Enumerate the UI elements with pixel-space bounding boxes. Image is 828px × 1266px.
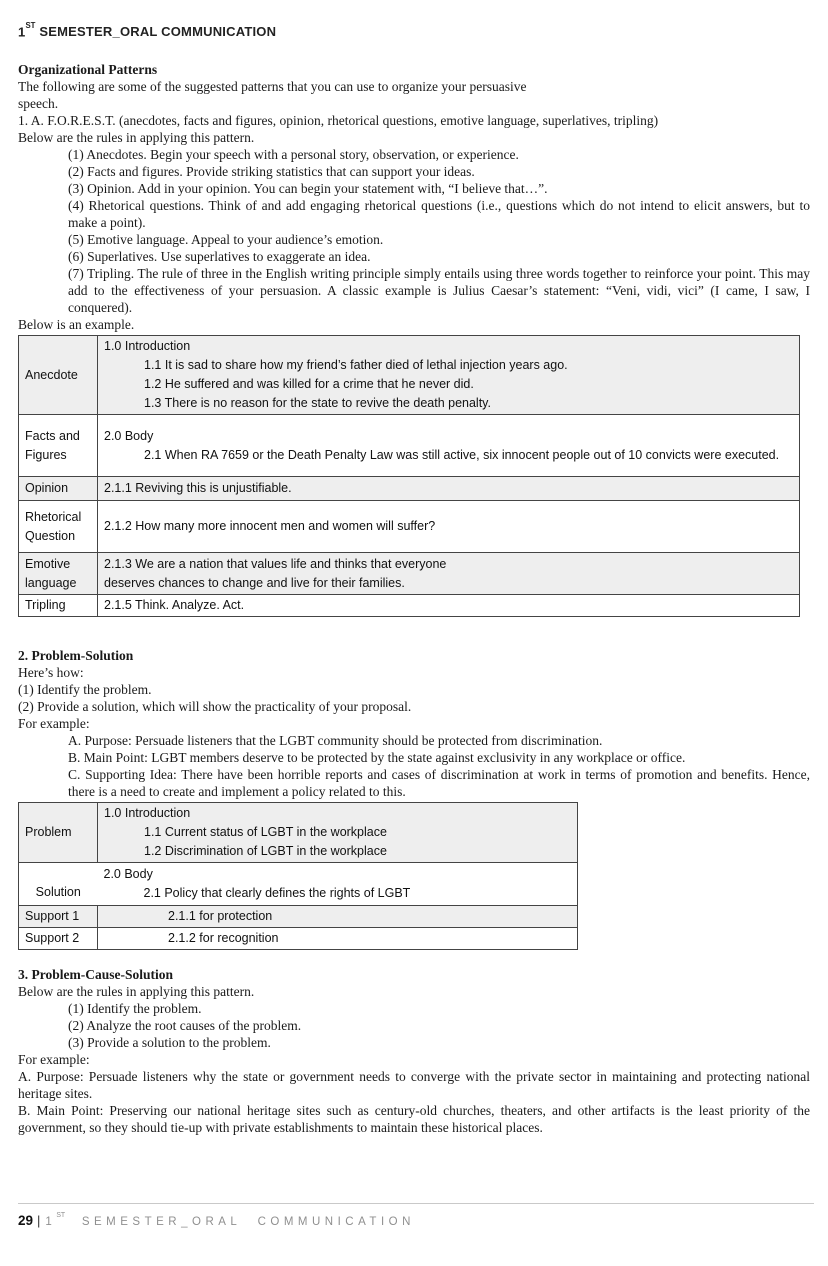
- intro-line: The following are some of the suggested patterns that you can use to organize your persuasive: [18, 79, 527, 95]
- outline-line: 2.1.1 for protection: [168, 909, 273, 924]
- sec2-example-b: B. Main Point: LGBT members deserve to be protected by the state against exclusivity in any workplace or office.: [68, 750, 686, 766]
- sec2-step: (1) Identify the problem.: [18, 682, 152, 698]
- sec3-for-example: For example:: [18, 1052, 90, 1068]
- page-number: 29: [18, 1212, 34, 1228]
- forest-rule-5: (5) Emotive language. Appeal to your audience’s emotion.: [68, 232, 384, 248]
- forest-rule-4: (4) Rhetorical questions. Think of and add engaging rhetorical questions (i.e., questions which do not intend to elicit answers, but to make a point).: [68, 198, 810, 231]
- header-volume-number: 1: [18, 24, 26, 40]
- sec3-example-a: A. Purpose: Persuade listeners why the state or government needs to converge with the private sector in maintaining and protecting national heritage sites.: [18, 1069, 810, 1102]
- table-row: [19, 595, 800, 617]
- sec2-example-a: A. Purpose: Persuade listeners that the LGBT community should be protected from discrimination.: [68, 733, 603, 749]
- row-content: [98, 553, 800, 595]
- sec2-for-example: For example:: [18, 716, 90, 732]
- section-title-organizational-patterns: Organizational Patterns: [18, 62, 158, 78]
- forest-rule-2: (2) Facts and figures. Provide striking statistics that can support your ideas.: [68, 164, 475, 180]
- outline-line: 1.0 Introduction: [104, 339, 191, 354]
- forest-example-note: Below is an example.: [18, 317, 135, 333]
- outline-line: 1.1 It is sad to share how my friend’s father died of lethal injection years ago.: [144, 358, 568, 373]
- page-footer: [18, 1203, 814, 1231]
- row-label: Support 1: [19, 906, 98, 928]
- outline-line: 2.1.1 Reviving this is unjustifiable.: [104, 481, 292, 496]
- row-label: Rhetorical Question: [19, 501, 98, 553]
- sec3-step: (3) Provide a solution to the problem.: [68, 1035, 271, 1051]
- row-content: [98, 477, 800, 501]
- sec3-step: (2) Analyze the root causes of the problem.: [68, 1018, 302, 1034]
- section-title-problem-solution: 2. Problem-Solution: [18, 648, 134, 664]
- row-label: Support 2: [19, 928, 98, 950]
- forest-lead: Below are the rules in applying this pattern.: [18, 130, 255, 146]
- footer-title: 1ST SEMESTER_ORAL COMMUNICATION: [45, 1211, 415, 1228]
- intro-line: speech.: [18, 96, 59, 112]
- outline-line: 2.1 Policy that clearly defines the rights of LGBT: [143, 886, 411, 901]
- table-row: [19, 906, 578, 928]
- table-row: [19, 477, 800, 501]
- table-row: [19, 336, 800, 415]
- outline-line: 2.1 When RA 7659 or the Death Penalty Law was still active, six innocent people out of 10 convicts were executed.: [144, 447, 780, 462]
- outline-line: 2.0 Body: [103, 867, 153, 882]
- forest-rule-7: (7) Tripling. The rule of three in the English writing principle simply entails using three words together to reinforce your point. This may add to the effectiveness of your persuasion. A classic example is Julius Caesar’s statement: “Veni, vidi, vici” (I came, I saw, I conquered).: [68, 266, 810, 316]
- row-content: [98, 415, 800, 477]
- sec3-step: (1) Identify the problem.: [68, 1001, 202, 1017]
- row-label: Emotive language: [19, 553, 98, 595]
- row-label: Facts and Figures: [19, 415, 98, 477]
- row-label: Opinion: [19, 477, 98, 501]
- row-content: [98, 595, 800, 617]
- sec2-lead: Here’s how:: [18, 665, 84, 681]
- table-row: [19, 928, 578, 950]
- sec3-lead: Below are the rules in applying this pattern.: [18, 984, 255, 1000]
- outline-line: 1.0 Introduction: [104, 806, 191, 821]
- row-label: Problem: [19, 803, 98, 863]
- outline-line: 2.1.2 for recognition: [168, 931, 279, 946]
- forest-rule-6: (6) Superlatives. Use superlatives to exaggerate an idea.: [68, 249, 371, 265]
- forest-rule-1: (1) Anecdotes. Begin your speech with a personal story, observation, or experience.: [68, 147, 519, 163]
- forest-example-table: [18, 335, 800, 617]
- sec3-example-b: B. Main Point: Preserving our national heritage sites such as century-old churches, theaters, and other artifacts is the least priority of the government, so they should tie-up with private establishments to maintain these historical places.: [18, 1103, 810, 1136]
- sec2-example-c: C. Supporting Idea: There have been horrible reports and cases of discrimination at work in terms of promotion and benefits. Hence, there is a need to create and implement a policy related to this.: [68, 767, 810, 800]
- row-content: [98, 501, 800, 553]
- table-row: [19, 863, 578, 906]
- table-row: [19, 501, 800, 553]
- outline-line: 2.1.5 Think. Analyze. Act.: [104, 598, 245, 613]
- table-row: [19, 415, 800, 477]
- forest-heading: 1. A. F.O.R.E.S.T. (anecdotes, facts and figures, opinion, rhetorical questions, emotive language, superlatives, tripling): [18, 113, 659, 129]
- row-content: [98, 906, 578, 928]
- footer-separator: |: [37, 1212, 41, 1228]
- outline-line: 1.3 There is no reason for the state to revive the death penalty.: [144, 396, 491, 411]
- row-content: [98, 863, 578, 906]
- sec2-step: (2) Provide a solution, which will show the practicality of your proposal.: [18, 699, 412, 715]
- section-title-problem-cause-solution: 3. Problem-Cause-Solution: [18, 967, 174, 983]
- outline-line: 1.1 Current status of LGBT in the workplace: [144, 825, 387, 840]
- outline-line: 1.2 He suffered and was killed for a crime that he never did.: [144, 377, 474, 392]
- outline-line: 2.1.2 How many more innocent men and women will suffer?: [104, 519, 436, 534]
- row-content: [98, 336, 800, 415]
- header-ordinal-suffix: ST: [25, 20, 36, 30]
- outline-line: 1.2 Discrimination of LGBT in the workplace: [144, 844, 387, 859]
- page-header: [18, 20, 810, 40]
- forest-rule-3: (3) Opinion. Add in your opinion. You can begin your statement with, “I believe that…”.: [68, 181, 548, 197]
- row-label: Tripling: [19, 595, 98, 617]
- header-title: SEMESTER_ORAL COMMUNICATION: [39, 24, 277, 40]
- row-content: [98, 803, 578, 863]
- table-row: [19, 803, 578, 863]
- outline-line: 2.0 Body: [104, 428, 154, 443]
- row-label: Anecdote: [19, 336, 98, 415]
- outline-line: deserves chances to change and live for their families.: [104, 575, 405, 590]
- row-label: Solution: [19, 863, 98, 906]
- row-content: [98, 928, 578, 950]
- table-row: [19, 553, 800, 595]
- problem-solution-table: [18, 802, 578, 950]
- outline-line: 2.1.3 We are a nation that values life and thinks that everyone: [104, 556, 447, 571]
